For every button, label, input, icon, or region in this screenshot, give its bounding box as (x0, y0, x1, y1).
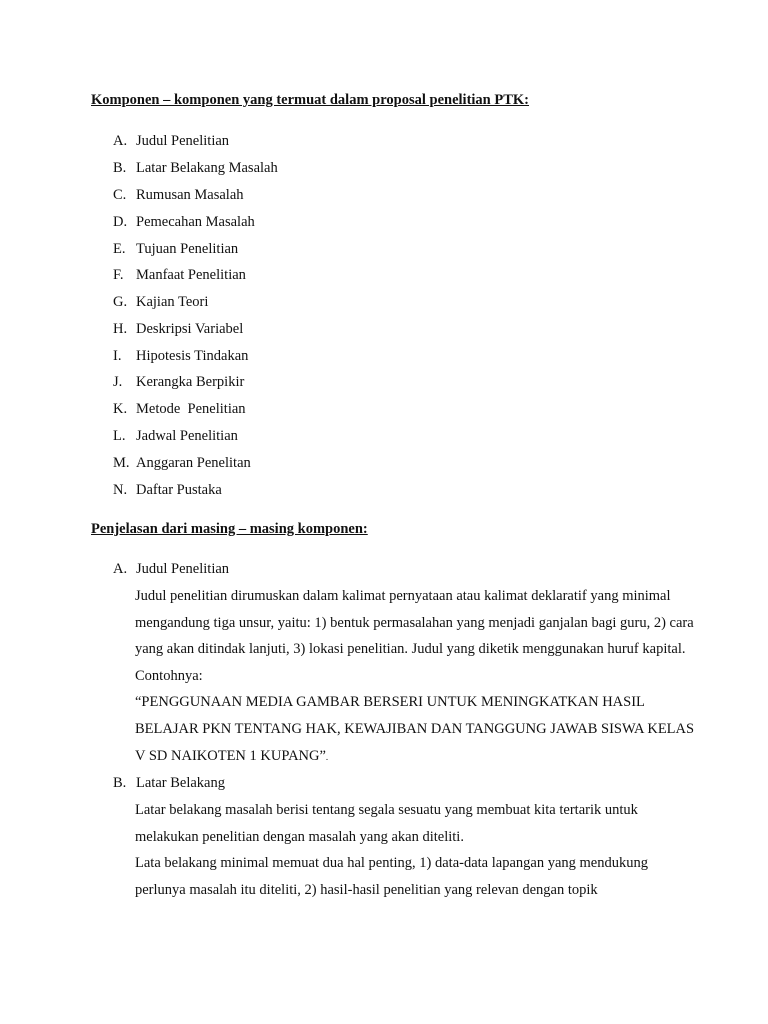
list-item-label: Deskripsi Variabel (136, 321, 244, 337)
list-item-letter: N. (113, 482, 128, 498)
list-item (113, 321, 243, 338)
list-item-label: Latar Belakang Masalah (136, 160, 278, 176)
list-item-letter: G. (113, 294, 128, 310)
list-item-label: Daftar Pustaka (136, 482, 222, 498)
list-item (113, 455, 251, 472)
list-item (113, 160, 278, 177)
section-a-body (135, 583, 695, 770)
section-b-body (135, 797, 695, 903)
list-item (113, 428, 238, 445)
section-title: Latar Belakang (136, 775, 225, 791)
list-item-label: Judul Penelitian (136, 133, 230, 149)
section-letter: A. (113, 561, 128, 577)
list-item-letter: D. (113, 214, 128, 230)
list-item (113, 294, 208, 311)
list-item (113, 482, 222, 499)
section-letter: B. (113, 775, 127, 791)
title-example-period: . (325, 751, 329, 762)
list-item-letter: A. (113, 133, 128, 149)
list-item-letter: M. (113, 455, 130, 471)
list-item (113, 241, 238, 258)
list-item (113, 348, 248, 365)
list-item-label: Hipotesis Tindakan (136, 348, 249, 364)
list-item-letter: I. (113, 348, 122, 364)
list-item-label: Anggaran Penelitan (136, 455, 251, 471)
title-example (135, 689, 695, 770)
list-item (113, 214, 255, 231)
list-item (113, 401, 246, 418)
list-item-letter: J. (113, 374, 123, 390)
section-heading-a (113, 561, 229, 578)
list-item-letter: B. (113, 160, 127, 176)
section-b-paragraph-1: Latar belakang masalah berisi tentang segala sesuatu yang membuat kita tertarik untuk melakukan penelitian dengan masalah yang akan diteliti. (135, 802, 638, 845)
list-item (113, 133, 229, 150)
list-item-label: Tujuan Penelitian (136, 241, 239, 257)
list-item-letter: C. (113, 187, 127, 203)
section-a-paragraph: Judul penelitian dirumuskan dalam kalimat pernyataan atau kalimat deklaratif yang minimal mengandung tiga unsur, yaitu: 1) bentuk permasalahan yang menjadi ganjalan bagi guru, 2) cara yang akan ditindak lanjuti, 3) lokasi penelitian. Judul yang diketik menggunakan huruf kapital. Contohnya: (135, 588, 694, 684)
list-item-label: Metode Penelitian (136, 401, 246, 417)
section-heading-b (113, 775, 225, 792)
title-example-text: “PENGGUNAAN MEDIA GAMBAR BERSERI UNTUK MENINGKATKAN HASIL BELAJAR PKN TENTANG HAK, KEWAJIBAN DAN TANGGUNG JAWAB SISWA KELAS V SD NAIKOTEN 1 KUPANG” (135, 694, 695, 764)
list-item-label: Jadwal Penelitian (136, 428, 238, 444)
list-item-letter: L. (113, 428, 126, 444)
list-item-label: Rumusan Masalah (136, 187, 244, 203)
list-item (113, 187, 244, 204)
list-item-letter: K. (113, 401, 128, 417)
explanations-heading: Penjelasan dari masing – masing komponen: (91, 521, 368, 537)
list-item-label: Kajian Teori (136, 294, 209, 310)
list-item-label: Manfaat Penelitian (136, 267, 246, 283)
section-title: Judul Penelitian (136, 561, 230, 577)
list-item (113, 267, 246, 284)
list-item (113, 374, 244, 391)
list-item-letter: E. (113, 241, 126, 257)
list-item-letter: H. (113, 321, 128, 337)
list-item-label: Kerangka Berpikir (136, 374, 245, 390)
components-heading: Komponen – komponen yang termuat dalam proposal penelitian PTK: (91, 92, 530, 108)
section-b-paragraph-2: Lata belakang minimal memuat dua hal penting, 1) data-data lapangan yang mendukung perlunya masalah itu diteliti, 2) hasil-hasil penelitian yang relevan dengan topik (135, 855, 648, 898)
list-item-letter: F. (113, 267, 124, 283)
list-item-label: Pemecahan Masalah (136, 214, 255, 230)
